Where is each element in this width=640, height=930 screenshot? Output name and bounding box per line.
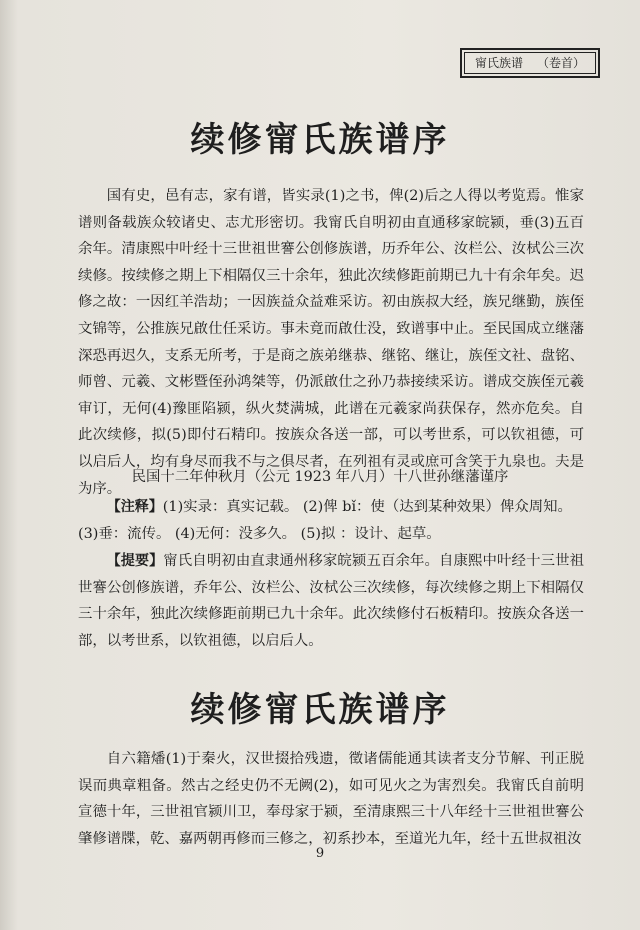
section2-body: 自六籍燔(1)于秦火，汉世掇拾残遗，徵诸儒能通其读者支分节解、刊正脱误而典章粗备。然古之经史仍不无阙(2)，如可见火之为害烈矣。我甯氏自前明宣德十年，三世祖官颍川卫，奉母家于颍，至清康熙三十八年经十三世祖世謇公肇修谱牒，乾、嘉两朝再修而三修之，初系抄本，至道光九年，经十五世叔祖汝 xyxy=(78,751,584,847)
notes-line-1 xyxy=(78,494,584,521)
notes-text-1: (1)实录：真实记载。 (2)俾 bǐ：使（达到某种效果）俾众周知。 xyxy=(162,499,572,515)
section1-title: 续修甯氏族谱序 xyxy=(190,120,450,160)
summary-text: 甯氏自明初由直隶通州移家皖颍五百余年。自康熙中叶经十三世祖世謇公创修族谱，乔年公、汝栏公、汝栻公三次续修，每次续修之期上下相隔仅三十余年，独此次续修距前期已九十余年。此次续修付石板精印。按族众各送一部，以考世系，以钦祖德，以启后人。 xyxy=(78,553,584,649)
section1-body: 国有史，邑有志，家有谱，皆实录(1)之书，俾(2)后之人得以考览焉。惟家谱则备载族众较诸史、志尤形密切。我甯氏自明初由直通移家皖颍，垂(3)五百余年。清康熙中叶经十三世祖世謇公创修族谱，历乔年公、汝栏公、汝栻公三次续修。按续修之期上下相隔仅三十余年，独此次续修距前期已九十有余年矣。迟修之故：一因红羊浩劫；一因族益众益难采访。初由族叔大经，族兄继勤，族侄文锦等，公推族兄啟仕任采访。事未竟而啟仕没，致谱事中止。至民国成立继藩深恐再迟久，支系无所考，于是商之族弟继恭、继铭、继让，族侄文社、盘铭、师曾、元羲、文彬暨侄孙鸿桀等，仍派啟仕之孙乃恭接续采访。谱成交族侄元羲审订，无何(4)豫匪陷颍，纵火焚满城，此谱在元羲家尚获保存，然亦危矣。自此次续修，拟(5)即付石精印。按族众各送一部，可以考世系，可以钦祖德，可以启后人，均有身尽而我不与之俱尽者，在列祖有灵或庶可含笑于九泉也。夫是为序。 xyxy=(78,188,584,497)
notes-text-2: (3)垂：流传。 (4)无何：没多久。 (5)拟 ：设计、起草。 xyxy=(78,525,441,542)
section1-date-line: 民国十二年仲秋月（公元 1923 年八月）十八世孙继藩谨序 xyxy=(131,469,509,485)
section1-notes xyxy=(78,494,584,547)
header-book-title: 甯氏族谱 xyxy=(474,56,523,70)
running-header xyxy=(460,48,600,78)
running-header-inner xyxy=(464,52,596,74)
summary-label: 【提要】 xyxy=(106,553,164,569)
page-number: 9 xyxy=(315,846,325,861)
notes-label: 【注释】 xyxy=(106,499,163,515)
section1-summary xyxy=(78,548,584,654)
section2-title: 续修甯氏族谱序 xyxy=(190,690,450,730)
header-volume: （卷首） xyxy=(536,56,585,70)
